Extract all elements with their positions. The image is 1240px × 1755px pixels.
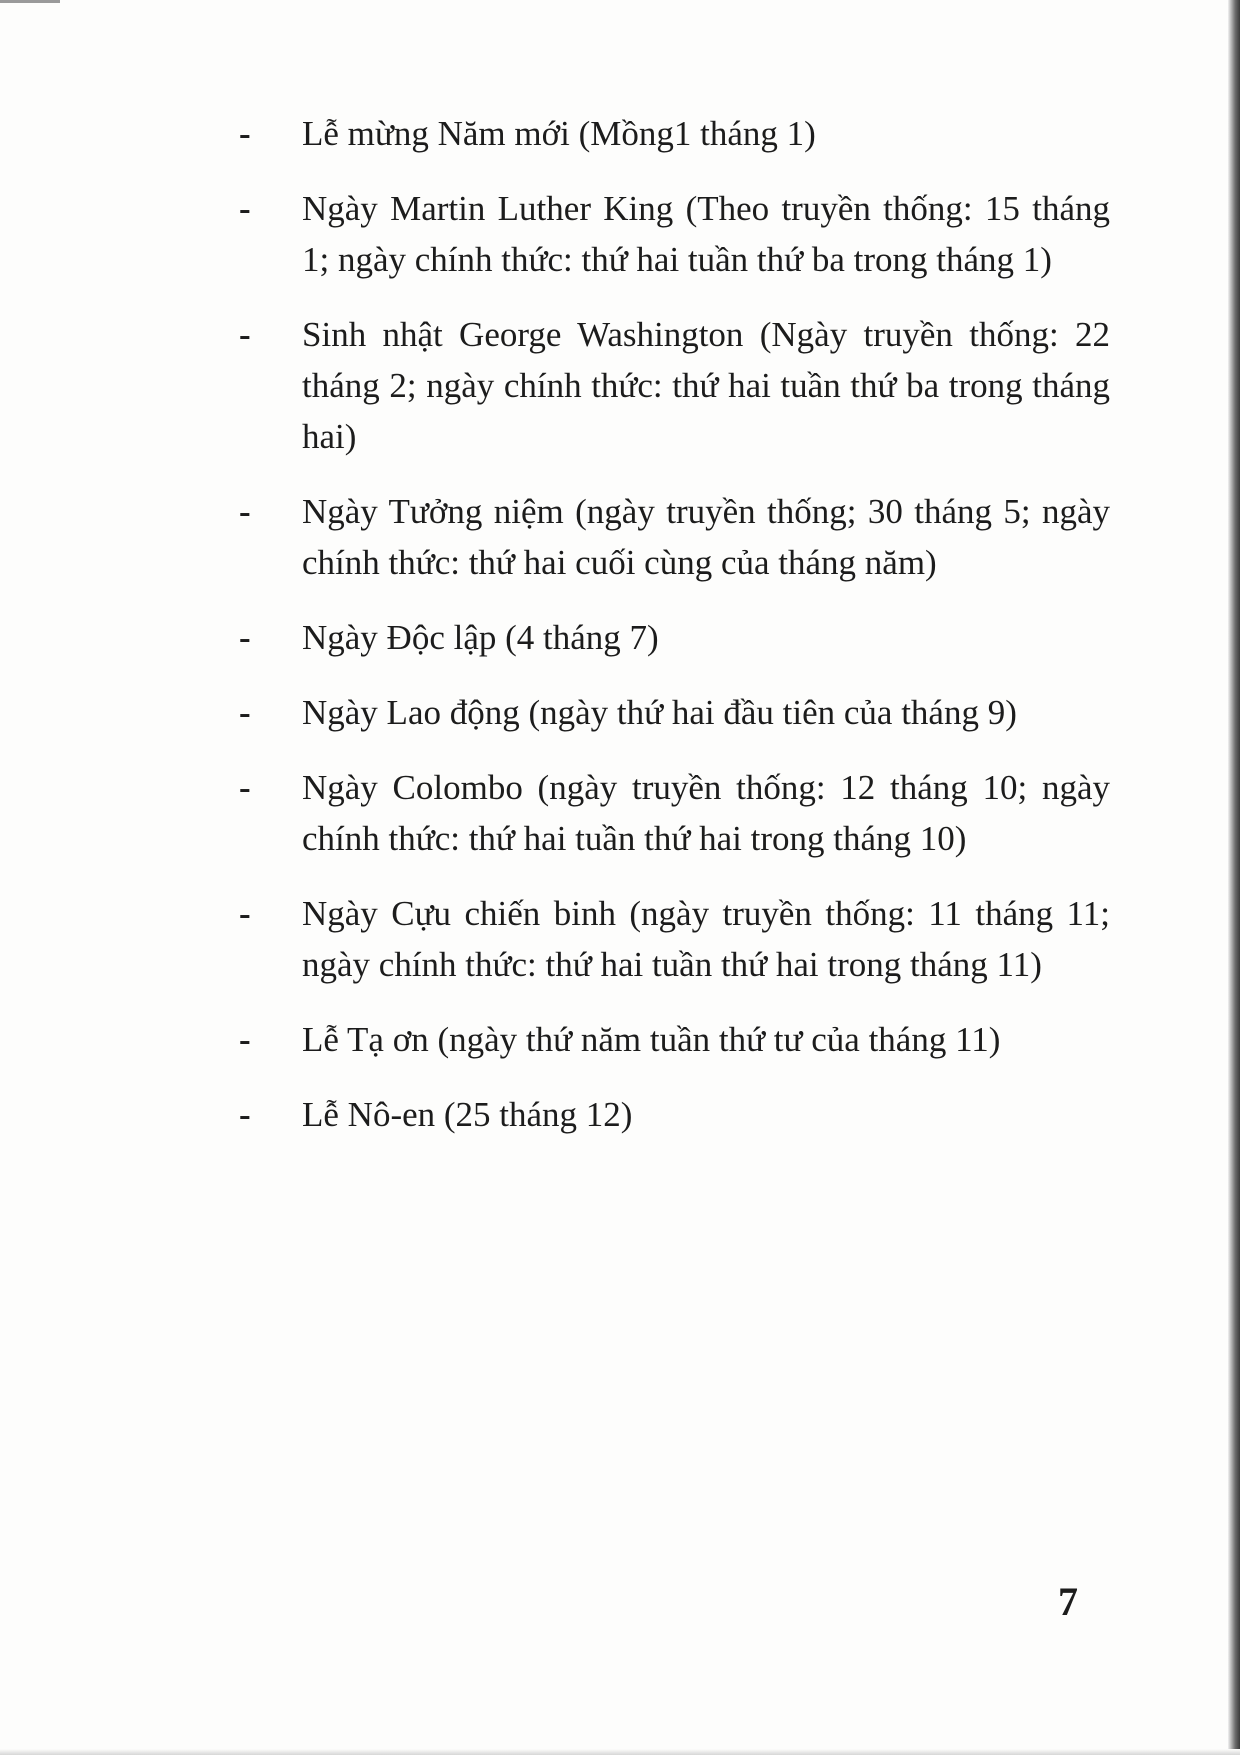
list-bullet: - <box>239 693 251 732</box>
holiday-item-new-year <box>230 108 1110 159</box>
top-rule <box>0 0 60 3</box>
holiday-item-columbus-day <box>230 762 1110 864</box>
holiday-text: Ngày Cựu chiến binh (ngày truyền thống: 11 tháng 11; ngày chính thức: thứ hai tuần thứ hai trong tháng 11) <box>302 894 1110 984</box>
holiday-text: Ngày Colombo (ngày truyền thống: 12 tháng 10; ngày chính thức: thứ hai tuần thứ hai trong tháng 10) <box>302 768 1110 858</box>
list-bullet: - <box>239 768 251 807</box>
list-bullet: - <box>239 618 251 657</box>
holiday-item-independence-day <box>230 612 1110 663</box>
holiday-text: Ngày Martin Luther King (Theo truyền thống: 15 tháng 1; ngày chính thức: thứ hai tuần thứ ba trong tháng 1) <box>302 189 1110 279</box>
list-bullet: - <box>239 894 251 933</box>
holiday-item-labor-day <box>230 687 1110 738</box>
holiday-item-veterans-day <box>230 888 1110 990</box>
page-edge-shadow <box>1228 0 1240 1755</box>
list-bullet: - <box>239 189 251 228</box>
holiday-text: Ngày Độc lập (4 tháng 7) <box>302 618 659 657</box>
holiday-item-mlk-day <box>230 183 1110 285</box>
holiday-item-thanksgiving <box>230 1014 1110 1065</box>
holiday-text: Lễ Tạ ơn (ngày thứ năm tuần thứ tư của tháng 11) <box>302 1020 1001 1059</box>
list-bullet: - <box>239 315 251 354</box>
holiday-item-christmas <box>230 1089 1110 1140</box>
holiday-text: Sinh nhật George Washington (Ngày truyền thống: 22 tháng 2; ngày chính thức: thứ hai tuần thứ ba trong tháng hai) <box>302 315 1110 456</box>
holiday-text: Lễ Nô-en (25 tháng 12) <box>302 1095 633 1134</box>
page-number: 7 <box>1058 1579 1078 1624</box>
list-bullet: - <box>239 1095 251 1134</box>
holiday-item-washington-birthday <box>230 309 1110 462</box>
holiday-list <box>230 108 1110 1164</box>
holiday-item-memorial-day <box>230 486 1110 588</box>
holiday-text: Ngày Tưởng niệm (ngày truyền thống; 30 tháng 5; ngày chính thức: thứ hai cuối cùng của tháng năm) <box>302 492 1110 582</box>
list-bullet: - <box>239 1020 251 1059</box>
list-bullet: - <box>239 492 251 531</box>
bottom-edge <box>0 1749 1240 1755</box>
holiday-text: Ngày Lao động (ngày thứ hai đầu tiên của tháng 9) <box>302 693 1017 732</box>
list-bullet: - <box>239 114 251 153</box>
holiday-text: Lễ mừng Năm mới (Mồng1 tháng 1) <box>302 114 816 153</box>
